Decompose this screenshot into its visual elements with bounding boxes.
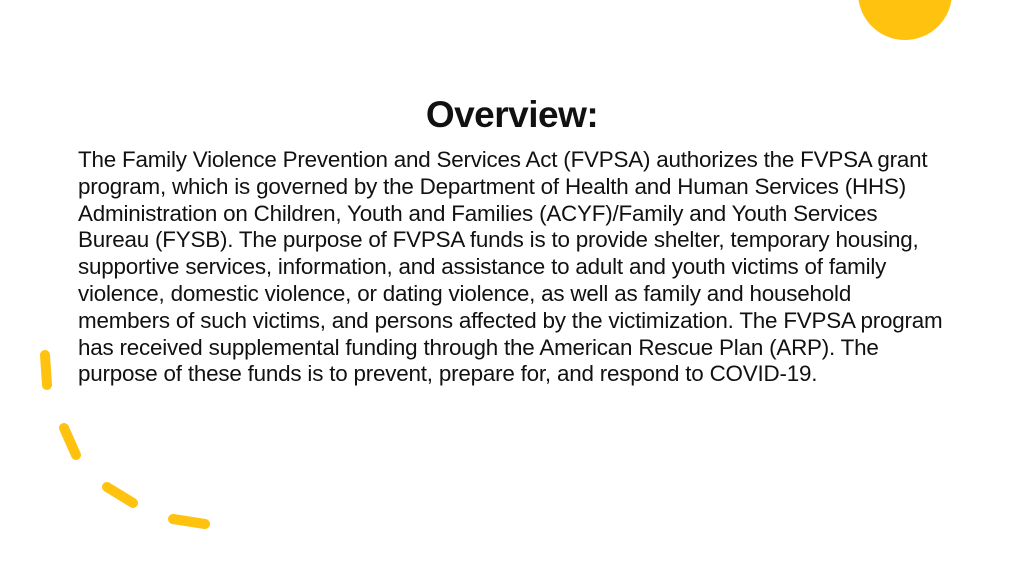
arc-dash-4: [173, 519, 205, 524]
overview-paragraph: The Family Violence Prevention and Services Act (FVPSA) authorizes the FVPSA grant program, which is governed by the Department of Health and Human Services (HHS) Administration on Children, Youth and Families (ACYF)/Family and Youth Services Bureau (FYSB). The purpose of FVPSA funds is to provide shelter, temporary housing, supportive services, information, and assistance to adult and youth victims of family violence, domestic violence, or dating violence, as well as family and household members of such victims, and persons affected by the victimization. The FVPSA program has received supplemental funding through the American Rescue Plan (ARP). The purpose of these funds is to prevent, prepare for, and respond to COVID-19.: [78, 147, 943, 387]
arc-dash-3: [107, 487, 133, 503]
arc-dash-2: [64, 428, 76, 455]
arc-dash-1: [45, 355, 47, 385]
slide-title: Overview:: [425, 94, 599, 135]
